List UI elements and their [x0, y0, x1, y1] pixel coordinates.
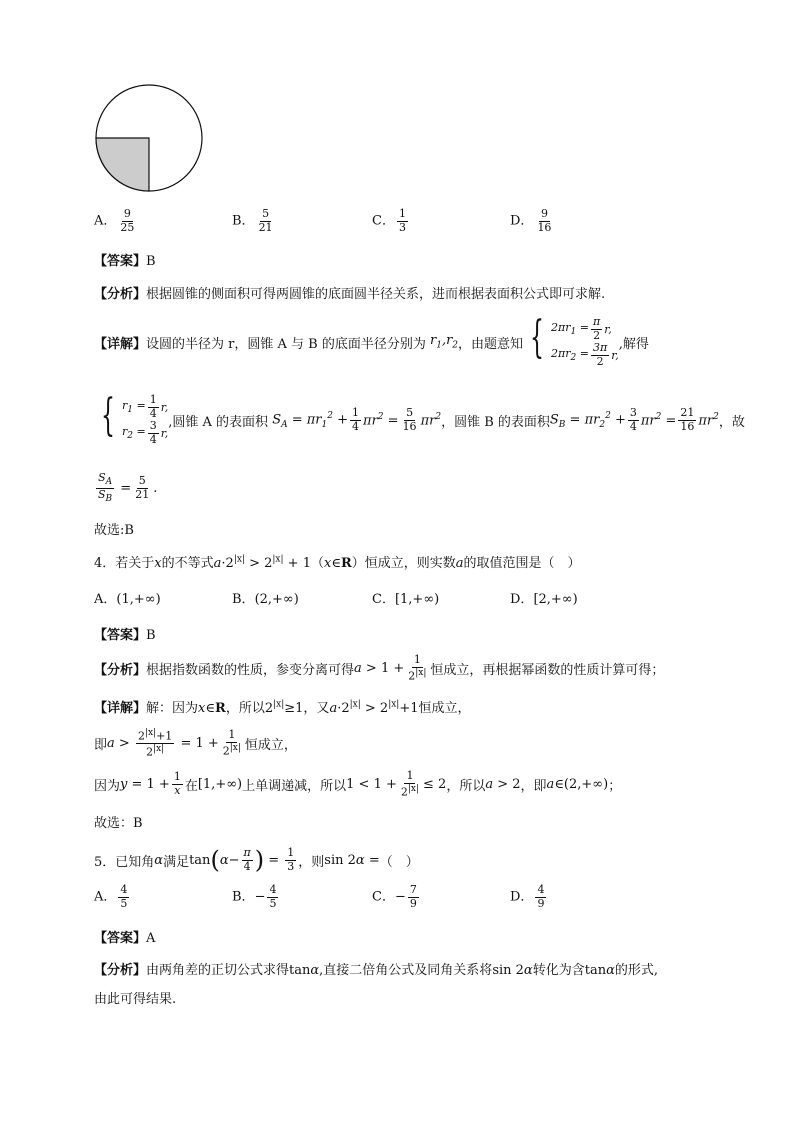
q4-option-a: A．(1,+∞): [94, 592, 161, 607]
q4-stem: 4．若关于x的不等式$a\cdot 2^{|x|} > 2^{|x|}$ + 1（x∈R）恒成立，则实数a的取值范围是（ ）: [94, 554, 581, 571]
q3-ratio: $\frac{S_A}{S_B}$ = $\frac{5}{21}$ .: [98, 471, 158, 504]
q3-option-b: B． $\frac{5}{21}$: [232, 207, 273, 234]
q3-option-c: C． $\frac{1}{3}$: [372, 207, 406, 234]
circle-figure: [94, 84, 206, 194]
q5-answer: 【答案】A: [94, 931, 156, 946]
q3-answer: 【答案】B: [94, 254, 156, 269]
q3-conclusion: 故选:B: [94, 523, 134, 538]
q3-option-d: D． $\frac{9}{16}$: [510, 207, 552, 234]
q5-analysis-line2: 由此可得结果.: [94, 992, 177, 1007]
q5-stem: 5．已知角 α 满足 tan ( α − $\frac{\pi}{4}$ ) = $\frac{1}{3}$ ，则 sin 2 α = （ ）: [94, 845, 419, 874]
q3-detail-line1: 【详解】 设圆的半径为 r，圆锥 A 与 B 的底面半径分别为 $r_1,r_2$ ，由题意知 { $2\pi r_1$ = $\frac{\pi}{2}$ r, $2\pi r_2$ = $\frac{3\pi}{2}$ r, ,解得: [94, 312, 649, 368]
q5-option-b: B．− $\frac{4}{5}$: [232, 883, 277, 910]
q4-answer: 【答案】B: [94, 628, 156, 643]
q4-option-b: B．(2,+∞): [232, 592, 299, 607]
q5-option-a: A． $\frac{4}{5}$: [94, 883, 128, 910]
q4-analysis: 【分析】 根据指数函数的性质，参变分离可得 a > 1 + $\frac{1}{2^{|x|}}$ 恒成立，再根据幂函数的性质计算可得；: [94, 653, 665, 683]
q4-detail-line1: 【详解】解：因为x∈R，所以$2^{|x|}\ge 1$，又$a\cdot 2^{|x|} > 2^{|x|}+1$恒成立，: [94, 699, 471, 716]
q4-detail-line2: 即 a > $\frac{2^{|x|}+1}{2^{|x|}}$ = 1 + $\frac{1}{2^{|x|}}$ 恒成立，: [94, 728, 297, 759]
q5-analysis-line1: 【分析】由两角差的正切公式求得tanα,直接二倍角公式及同角关系将sin 2α转化为含tanα的形式,: [94, 963, 658, 978]
q5-option-c: C．− $\frac{7}{9}$: [372, 883, 417, 910]
q3-option-a: A． $\frac{9}{25}$: [94, 207, 135, 234]
q3-detail-line2: { $r_1$ = $\frac{1}{4}$ r, $r_2$ = $\frac{3}{4}$ r, ,圆锥 A 的表面积 $S_A = \pi r_1^2$ + $\frac{1}{4}$ $\pi r^2$ = $\frac{5}{16}$ $\pi r^2$ ，圆锥 B 的表面积 $S_B = \pi r_2^2$ + $\frac{3}{4}$ $\pi r^2$ = $\frac{21}{16}$ $\pi r^2$ ，故: [101, 390, 745, 446]
q3-analysis: 【分析】根据圆锥的侧面积可得两圆锥的底面圆半径关系，进而根据表面积公式即可求解.: [94, 287, 606, 302]
q4-detail-line3: 因为 y = 1 + $\frac{1}{x}$ 在 [1,+∞) 上单调递减，所以 1 < 1 + $\frac{1}{2^{|x|}}$ ≤ 2 ，所以 a > 2 ，即 a ∈(2,+∞) ；: [94, 769, 622, 799]
q4-conclusion: 故选：B: [94, 816, 143, 831]
q5-option-d: D． $\frac{4}{9}$: [510, 883, 545, 910]
q4-option-d: D．[2,+∞): [510, 592, 578, 607]
q4-option-c: C．[1,+∞): [372, 592, 440, 607]
shaded-region: [96, 138, 149, 191]
